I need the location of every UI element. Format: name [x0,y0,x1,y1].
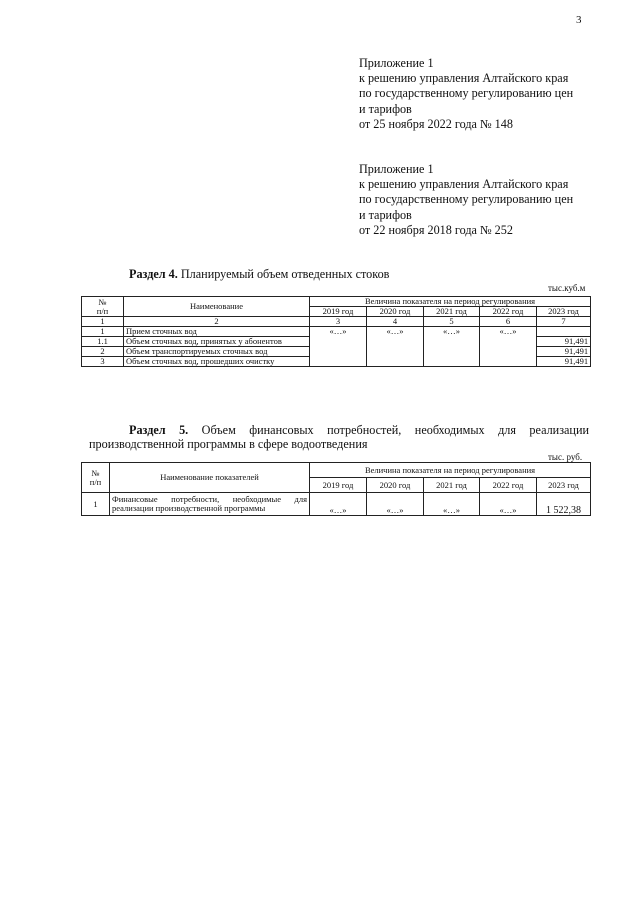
section5-header-year: 2023 год [537,478,591,493]
row-num: 3 [82,357,124,367]
appendix-original-line5: от 22 ноября 2018 года № 252 [359,222,513,237]
row-value-2023: 1 522,38 [537,493,591,516]
appendix-current-line3: по государственному регулированию цен [359,86,574,101]
index-cell: 6 [480,317,537,327]
section5-title-line1 [129,423,589,437]
appendix-original-line2: к решению управления Алтайского края [359,177,569,192]
index-cell: 2 [124,317,310,327]
row-value-2019: «…» [310,327,367,367]
row-name: Объем транспортируемых сточных вод [124,347,310,357]
row-num: 1 [82,327,124,337]
section4-table [81,296,591,367]
section4-title-text: Планируемый объем отведенных стоков [177,267,390,281]
row-name: Прием сточных вод [124,327,310,337]
section5-title-line2: производственной программы в сфере водоотведения [89,437,368,451]
index-cell: 3 [310,317,367,327]
section5-header-year: 2021 год [424,478,480,493]
section4-title [129,267,389,282]
appendix-current-line2: к решению управления Алтайского края [359,71,569,86]
appendix-current-line5: от 25 ноября 2022 года № 148 [359,116,513,131]
index-cell: 4 [367,317,424,327]
section4-header-year: 2019 год [310,307,367,317]
row-value-2022: «…» [480,327,537,367]
section4-unit: тыс.куб.м [548,283,586,293]
page-number: 3 [576,14,582,26]
section4-header-year: 2020 год [367,307,424,317]
section4-header-group: Величина показателя на период регулирования [310,297,591,307]
appendix-original-line4: и тарифов [359,207,412,222]
row-value-2019: «…» [310,493,367,516]
section5-header-year: 2022 год [480,478,537,493]
row-value-2020: «…» [367,493,424,516]
row-value-2023: 91,491 [537,337,591,347]
section4-header-name: Наименование [124,297,310,317]
appendix-original [359,162,609,238]
section4-index-row [82,317,591,327]
row-num: 1 [82,493,110,516]
section5-header-year: 2019 год [310,478,367,493]
row-value-2020: «…» [367,327,424,367]
index-cell: 1 [82,317,124,327]
row-num: 2 [82,347,124,357]
row-value-2021: «…» [424,327,480,367]
row-num: 1.1 [82,337,124,347]
section5-unit: тыс. руб. [548,452,583,462]
section5-header-group: Величина показателя на период регулирования [310,463,591,478]
row-name: Финансовые потребности, необходимые для реализации производственной программы [110,493,310,516]
appendix-current [359,56,609,132]
row-value-2021: «…» [424,493,480,516]
row-value-2023 [537,327,591,337]
row-value-2023: 91,491 [537,347,591,357]
section4-header-num: № п/п [82,297,124,317]
row-name: Объем сточных вод, принятых у абонентов [124,337,310,347]
section4-header-year: 2021 год [424,307,480,317]
table-row [82,493,591,516]
appendix-current-line1: Приложение 1 [359,56,434,70]
row-value-2022: «…» [480,493,537,516]
section4-header-year: 2023 год [537,307,591,317]
section5-header-num: № п/п [82,463,110,493]
index-cell: 7 [537,317,591,327]
section5-header-year: 2020 год [367,478,424,493]
section5-title [89,423,589,451]
appendix-current-line4: и тарифов [359,101,412,116]
section5-label: Раздел 5. [129,423,189,437]
row-name: Объем сточных вод, прошедших очистку [124,357,310,367]
appendix-original-line3: по государственному регулированию цен [359,192,574,207]
index-cell: 5 [424,317,480,327]
section4-label: Раздел 4. [129,267,178,281]
section5-table [81,462,591,516]
appendix-original-line1: Приложение 1 [359,162,434,176]
section5-title-text1: Объем финансовых потребностей, необходимых для реализации [188,423,589,437]
section5-header-name: Наименование показателей [110,463,310,493]
section4-header-year: 2022 год [480,307,537,317]
row-value-2023: 91,491 [537,357,591,367]
table-row [82,327,591,337]
